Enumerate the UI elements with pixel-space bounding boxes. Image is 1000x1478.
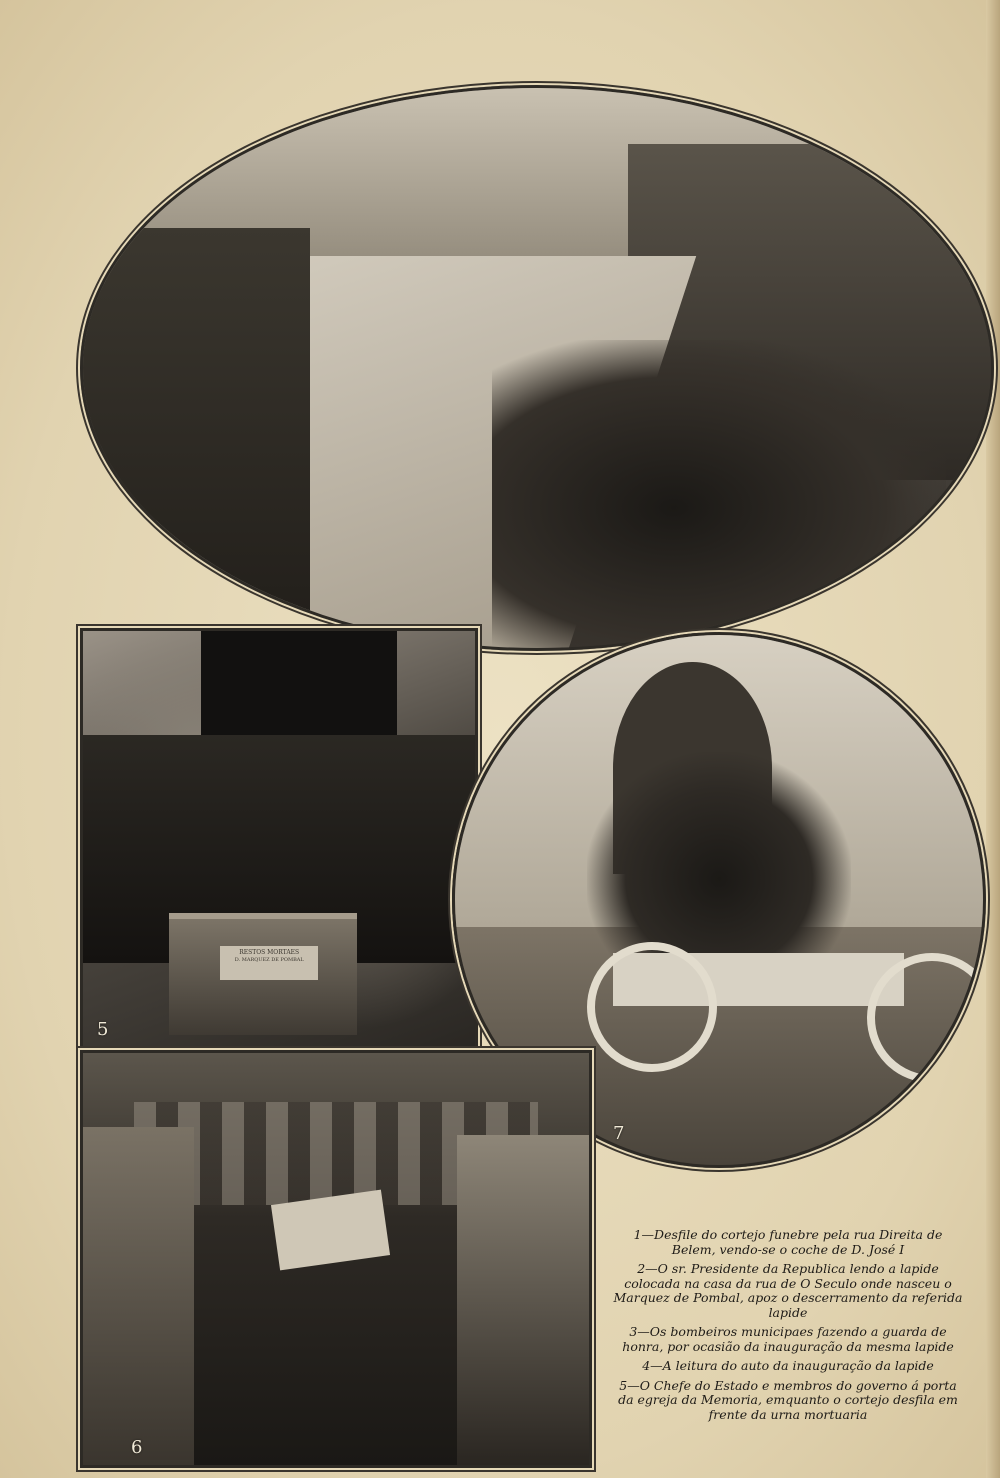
caption-item: 2—O sr. Presidente da Republica lendo a lapide colocada na casa da rua de O Seculo onde nasceu o Marquez de Pombal, apoz o descerramento da referida lapide (613, 1261, 963, 1320)
photo-number: 7 (613, 1123, 625, 1144)
caption-item: 1—Desfile do cortejo funebre pela rua Direita de Belem, vendo-se o coche de D. José I (633, 1227, 943, 1257)
photo-horses (492, 340, 946, 651)
caption-item: 5—O Chefe do Estado e membros do governo á porta da egreja da Memoria, emquanto o cortejo desfila em frente da urna mortuaria (618, 1377, 958, 1422)
photo-number: 6 (131, 1437, 143, 1458)
photo-firemen (587, 752, 851, 964)
cart-wheel (587, 942, 717, 1072)
photo-captions (612, 1228, 964, 1427)
photo-number: 5 (97, 1019, 109, 1040)
caption-item: 4—A leitura do auto da inauguração da lapide (642, 1358, 934, 1373)
cart-wheel (867, 953, 986, 1083)
photo-number: 1 (235, 600, 247, 621)
photo-funeral-procession (80, 85, 994, 651)
photo-man-right (457, 1135, 589, 1465)
photo-man-left (83, 1127, 194, 1465)
photo-reading-auto (80, 1050, 592, 1468)
caption-item: 3—Os bombeiros municipaes fazendo a guarda de honra, por ocasião da inauguração da mesma lapide (622, 1324, 954, 1354)
photo-church-door (80, 628, 478, 1049)
photo-crowd (83, 228, 310, 651)
urn-inscription-2: D. MARQUEZ DE POMBAL (234, 957, 304, 964)
urn-plate (220, 946, 318, 979)
urn-inscription-1: RESTOS MORTAES (239, 949, 300, 957)
